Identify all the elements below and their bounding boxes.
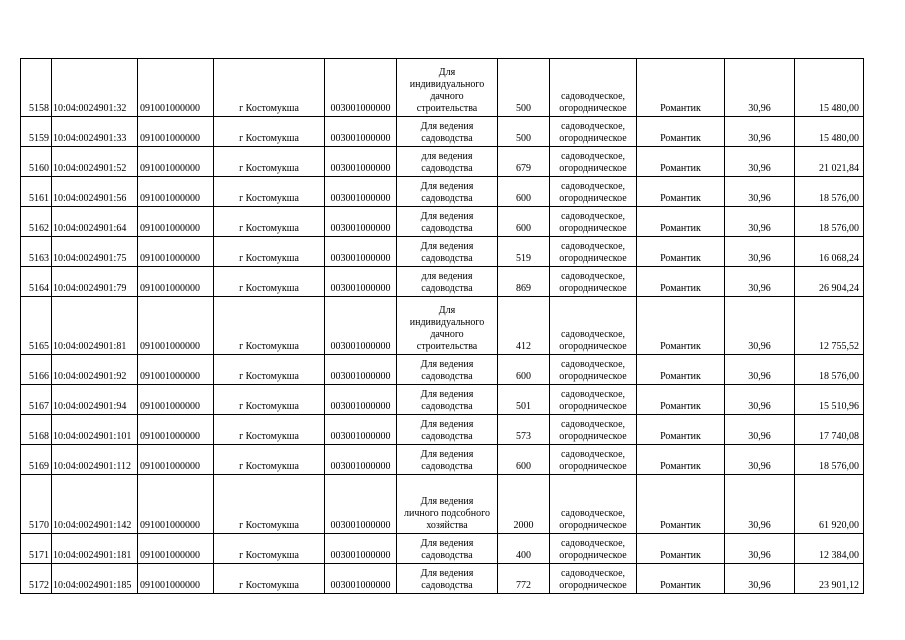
area-cell: 519 <box>498 237 550 267</box>
land-category-line: огородническое <box>559 580 627 591</box>
land-category-line: садоводческое, <box>560 121 626 132</box>
row-number-cell: 5168 <box>21 415 52 445</box>
permitted-use-line: садоводства <box>421 550 473 561</box>
land-category-line: огородническое <box>559 103 627 114</box>
row-number-cell: 5167 <box>21 385 52 415</box>
table-body <box>21 59 864 594</box>
settlement-cell: г Костомукша <box>214 177 325 207</box>
permitted-use-line: садоводства <box>421 223 473 234</box>
okato-code-cell: 091001000000 <box>138 117 214 147</box>
okato-code-cell: 091001000000 <box>138 297 214 355</box>
land-category-line: садоводческое, <box>560 271 626 282</box>
permitted-use-line: садоводства <box>421 580 473 591</box>
land-category-line: садоводческое, <box>560 508 626 519</box>
table-row <box>21 475 864 534</box>
specific-cost-cell: 30,96 <box>725 445 795 475</box>
permitted-use-cell <box>397 207 498 237</box>
cadastral-number-cell: 10:04:0024901:75 <box>52 237 138 267</box>
cadastral-number-cell: 10:04:0024901:92 <box>52 355 138 385</box>
cadastral-cost-cell: 16 068,24 <box>795 237 864 267</box>
association-name-cell: Романтик <box>637 355 725 385</box>
cadastral-number-cell: 10:04:0024901:64 <box>52 207 138 237</box>
cadastral-cost-cell: 26 904,24 <box>795 267 864 297</box>
okato-code-cell: 091001000000 <box>138 147 214 177</box>
settlement-cell: г Костомукша <box>214 267 325 297</box>
cadastral-number-cell: 10:04:0024901:33 <box>52 117 138 147</box>
specific-cost-cell: 30,96 <box>725 415 795 445</box>
area-cell: 412 <box>498 297 550 355</box>
cadastral-number-cell: 10:04:0024901:181 <box>52 534 138 564</box>
land-category-cell <box>550 355 637 385</box>
oktmo-code-cell: 003001000000 <box>325 445 397 475</box>
cadastral-number-cell: 10:04:0024901:142 <box>52 475 138 534</box>
oktmo-code-cell: 003001000000 <box>325 415 397 445</box>
permitted-use-line: садоводства <box>421 401 473 412</box>
land-category-line: огородническое <box>559 520 627 531</box>
land-category-cell <box>550 385 637 415</box>
permitted-use-line: индивидуального <box>409 317 485 328</box>
table-row <box>21 237 864 267</box>
permitted-use-line: Для ведения <box>420 121 474 132</box>
permitted-use-line: садоводства <box>421 193 473 204</box>
row-number-cell: 5163 <box>21 237 52 267</box>
table-row <box>21 297 864 355</box>
land-category-line: огородническое <box>559 550 627 561</box>
land-plots-table <box>20 58 864 594</box>
row-number-cell: 5162 <box>21 207 52 237</box>
cadastral-cost-cell: 15 480,00 <box>795 59 864 117</box>
oktmo-code-cell: 003001000000 <box>325 355 397 385</box>
cadastral-cost-cell: 18 576,00 <box>795 355 864 385</box>
permitted-use-cell <box>397 267 498 297</box>
specific-cost-cell: 30,96 <box>725 237 795 267</box>
permitted-use-line: Для ведения <box>420 419 474 430</box>
permitted-use-cell <box>397 355 498 385</box>
permitted-use-cell <box>397 59 498 117</box>
table-row <box>21 415 864 445</box>
land-category-cell <box>550 117 637 147</box>
permitted-use-line: Для ведения <box>420 181 474 192</box>
land-category-cell <box>550 445 637 475</box>
cadastral-cost-cell: 17 740,08 <box>795 415 864 445</box>
association-name-cell: Романтик <box>637 415 725 445</box>
association-name-cell: Романтик <box>637 267 725 297</box>
specific-cost-cell: 30,96 <box>725 147 795 177</box>
area-cell: 501 <box>498 385 550 415</box>
settlement-cell: г Костомукша <box>214 445 325 475</box>
specific-cost-cell: 30,96 <box>725 564 795 594</box>
okato-code-cell: 091001000000 <box>138 177 214 207</box>
permitted-use-line: Для ведения <box>420 359 474 370</box>
settlement-cell: г Костомукша <box>214 207 325 237</box>
okato-code-cell: 091001000000 <box>138 355 214 385</box>
oktmo-code-cell: 003001000000 <box>325 385 397 415</box>
area-cell: 573 <box>498 415 550 445</box>
land-category-line: садоводческое, <box>560 419 626 430</box>
row-number-cell: 5165 <box>21 297 52 355</box>
land-category-cell <box>550 207 637 237</box>
oktmo-code-cell: 003001000000 <box>325 564 397 594</box>
area-cell: 679 <box>498 147 550 177</box>
land-category-line: садоводческое, <box>560 151 626 162</box>
permitted-use-line: Для ведения <box>420 568 474 579</box>
row-number-cell: 5159 <box>21 117 52 147</box>
area-cell: 2000 <box>498 475 550 534</box>
area-cell: 600 <box>498 355 550 385</box>
permitted-use-line: Для <box>438 305 456 316</box>
okato-code-cell: 091001000000 <box>138 564 214 594</box>
row-number-cell: 5166 <box>21 355 52 385</box>
cadastral-number-cell: 10:04:0024901:185 <box>52 564 138 594</box>
land-category-cell <box>550 415 637 445</box>
land-category-line: огородническое <box>559 283 627 294</box>
permitted-use-cell <box>397 534 498 564</box>
cadastral-number-cell: 10:04:0024901:94 <box>52 385 138 415</box>
specific-cost-cell: 30,96 <box>725 177 795 207</box>
cadastral-cost-cell: 15 510,96 <box>795 385 864 415</box>
table-row <box>21 534 864 564</box>
association-name-cell: Романтик <box>637 237 725 267</box>
oktmo-code-cell: 003001000000 <box>325 475 397 534</box>
permitted-use-cell <box>397 564 498 594</box>
land-category-cell <box>550 147 637 177</box>
land-category-line: огородническое <box>559 371 627 382</box>
settlement-cell: г Костомукша <box>214 415 325 445</box>
settlement-cell: г Костомукша <box>214 475 325 534</box>
cadastral-number-cell: 10:04:0024901:101 <box>52 415 138 445</box>
land-category-cell <box>550 237 637 267</box>
area-cell: 500 <box>498 59 550 117</box>
permitted-use-cell <box>397 385 498 415</box>
land-category-line: огородническое <box>559 223 627 234</box>
table-row <box>21 445 864 475</box>
land-category-line: огородническое <box>559 341 627 352</box>
row-number-cell: 5161 <box>21 177 52 207</box>
table-row <box>21 59 864 117</box>
land-category-line: огородническое <box>559 253 627 264</box>
permitted-use-cell <box>397 147 498 177</box>
table-row <box>21 177 864 207</box>
land-category-line: садоводческое, <box>560 91 626 102</box>
okato-code-cell: 091001000000 <box>138 237 214 267</box>
permitted-use-cell <box>397 445 498 475</box>
cadastral-number-cell: 10:04:0024901:56 <box>52 177 138 207</box>
okato-code-cell: 091001000000 <box>138 207 214 237</box>
land-category-cell <box>550 475 637 534</box>
permitted-use-line: для ведения <box>421 151 473 162</box>
land-category-line: садоводческое, <box>560 211 626 222</box>
row-number-cell: 5160 <box>21 147 52 177</box>
land-category-cell <box>550 534 637 564</box>
cadastral-number-cell: 10:04:0024901:79 <box>52 267 138 297</box>
association-name-cell: Романтик <box>637 385 725 415</box>
area-cell: 772 <box>498 564 550 594</box>
permitted-use-line: садоводства <box>421 431 473 442</box>
permitted-use-line: садоводства <box>421 461 473 472</box>
association-name-cell: Романтик <box>637 147 725 177</box>
cadastral-number-cell: 10:04:0024901:52 <box>52 147 138 177</box>
settlement-cell: г Костомукша <box>214 385 325 415</box>
okato-code-cell: 091001000000 <box>138 475 214 534</box>
table-row <box>21 564 864 594</box>
land-category-line: огородническое <box>559 431 627 442</box>
association-name-cell: Романтик <box>637 177 725 207</box>
area-cell: 500 <box>498 117 550 147</box>
permitted-use-line: личного подсобного <box>404 508 490 519</box>
okato-code-cell: 091001000000 <box>138 59 214 117</box>
table-row <box>21 355 864 385</box>
specific-cost-cell: 30,96 <box>725 475 795 534</box>
settlement-cell: г Костомукша <box>214 59 325 117</box>
permitted-use-line: Для ведения <box>420 241 474 252</box>
cadastral-cost-cell: 18 576,00 <box>795 445 864 475</box>
association-name-cell: Романтик <box>637 445 725 475</box>
permitted-use-cell <box>397 475 498 534</box>
okato-code-cell: 091001000000 <box>138 267 214 297</box>
oktmo-code-cell: 003001000000 <box>325 237 397 267</box>
cadastral-number-cell: 10:04:0024901:81 <box>52 297 138 355</box>
settlement-cell: г Костомукша <box>214 117 325 147</box>
oktmo-code-cell: 003001000000 <box>325 297 397 355</box>
land-category-line: садоводческое, <box>560 329 626 340</box>
land-category-line: садоводческое, <box>560 359 626 370</box>
land-category-line: садоводческое, <box>560 389 626 400</box>
permitted-use-line: Для ведения <box>420 538 474 549</box>
row-number-cell: 5171 <box>21 534 52 564</box>
row-number-cell: 5158 <box>21 59 52 117</box>
specific-cost-cell: 30,96 <box>725 385 795 415</box>
association-name-cell: Романтик <box>637 297 725 355</box>
settlement-cell: г Костомукша <box>214 237 325 267</box>
specific-cost-cell: 30,96 <box>725 117 795 147</box>
oktmo-code-cell: 003001000000 <box>325 177 397 207</box>
land-category-cell <box>550 564 637 594</box>
permitted-use-line: индивидуального <box>409 79 485 90</box>
permitted-use-cell <box>397 237 498 267</box>
area-cell: 600 <box>498 207 550 237</box>
association-name-cell: Романтик <box>637 475 725 534</box>
cadastral-cost-cell: 21 021,84 <box>795 147 864 177</box>
permitted-use-line: садоводства <box>421 163 473 174</box>
row-number-cell: 5172 <box>21 564 52 594</box>
permitted-use-line: садоводства <box>421 283 473 294</box>
permitted-use-line: Для ведения <box>420 449 474 460</box>
specific-cost-cell: 30,96 <box>725 59 795 117</box>
okato-code-cell: 091001000000 <box>138 415 214 445</box>
specific-cost-cell: 30,96 <box>725 297 795 355</box>
okato-code-cell: 091001000000 <box>138 385 214 415</box>
oktmo-code-cell: 003001000000 <box>325 534 397 564</box>
permitted-use-cell <box>397 415 498 445</box>
area-cell: 400 <box>498 534 550 564</box>
association-name-cell: Романтик <box>637 59 725 117</box>
permitted-use-line: Для ведения <box>420 496 474 507</box>
table-row <box>21 117 864 147</box>
permitted-use-line: хозяйства <box>426 520 468 531</box>
land-category-line: огородническое <box>559 133 627 144</box>
table-row <box>21 147 864 177</box>
area-cell: 600 <box>498 445 550 475</box>
table-row <box>21 385 864 415</box>
land-category-line: садоводческое, <box>560 538 626 549</box>
cadastral-cost-cell: 18 576,00 <box>795 207 864 237</box>
permitted-use-line: для ведения <box>421 271 473 282</box>
settlement-cell: г Костомукша <box>214 147 325 177</box>
cadastral-cost-cell: 23 901,12 <box>795 564 864 594</box>
document-sheet <box>20 58 864 594</box>
specific-cost-cell: 30,96 <box>725 267 795 297</box>
area-cell: 600 <box>498 177 550 207</box>
land-category-line: огородническое <box>559 461 627 472</box>
settlement-cell: г Костомукша <box>214 564 325 594</box>
permitted-use-line: дачного <box>430 91 464 102</box>
specific-cost-cell: 30,96 <box>725 207 795 237</box>
okato-code-cell: 091001000000 <box>138 445 214 475</box>
cadastral-cost-cell: 15 480,00 <box>795 117 864 147</box>
settlement-cell: г Костомукша <box>214 297 325 355</box>
permitted-use-line: садоводства <box>421 253 473 264</box>
oktmo-code-cell: 003001000000 <box>325 147 397 177</box>
land-category-line: садоводческое, <box>560 181 626 192</box>
association-name-cell: Романтик <box>637 534 725 564</box>
table-row <box>21 267 864 297</box>
row-number-cell: 5164 <box>21 267 52 297</box>
land-category-line: огородническое <box>559 401 627 412</box>
land-category-line: садоводческое, <box>560 568 626 579</box>
oktmo-code-cell: 003001000000 <box>325 117 397 147</box>
specific-cost-cell: 30,96 <box>725 534 795 564</box>
land-category-cell <box>550 297 637 355</box>
table-row <box>21 207 864 237</box>
land-category-line: огородническое <box>559 193 627 204</box>
oktmo-code-cell: 003001000000 <box>325 267 397 297</box>
area-cell: 869 <box>498 267 550 297</box>
association-name-cell: Романтик <box>637 207 725 237</box>
permitted-use-cell <box>397 177 498 207</box>
permitted-use-line: строительства <box>416 341 478 352</box>
cadastral-cost-cell: 61 920,00 <box>795 475 864 534</box>
association-name-cell: Романтик <box>637 564 725 594</box>
permitted-use-cell <box>397 297 498 355</box>
oktmo-code-cell: 003001000000 <box>325 207 397 237</box>
permitted-use-line: Для ведения <box>420 389 474 400</box>
land-category-line: садоводческое, <box>560 449 626 460</box>
association-name-cell: Романтик <box>637 117 725 147</box>
permitted-use-line: садоводства <box>421 371 473 382</box>
row-number-cell: 5169 <box>21 445 52 475</box>
cadastral-number-cell: 10:04:0024901:32 <box>52 59 138 117</box>
cadastral-number-cell: 10:04:0024901:112 <box>52 445 138 475</box>
cadastral-cost-cell: 12 384,00 <box>795 534 864 564</box>
settlement-cell: г Костомукша <box>214 355 325 385</box>
land-category-line: огородническое <box>559 163 627 174</box>
land-category-cell <box>550 267 637 297</box>
cadastral-cost-cell: 12 755,52 <box>795 297 864 355</box>
okato-code-cell: 091001000000 <box>138 534 214 564</box>
permitted-use-line: дачного <box>430 329 464 340</box>
specific-cost-cell: 30,96 <box>725 355 795 385</box>
permitted-use-line: строительства <box>416 103 478 114</box>
permitted-use-line: Для <box>438 67 456 78</box>
oktmo-code-cell: 003001000000 <box>325 59 397 117</box>
land-category-cell <box>550 177 637 207</box>
permitted-use-line: садоводства <box>421 133 473 144</box>
row-number-cell: 5170 <box>21 475 52 534</box>
cadastral-cost-cell: 18 576,00 <box>795 177 864 207</box>
permitted-use-cell <box>397 117 498 147</box>
permitted-use-line: Для ведения <box>420 211 474 222</box>
settlement-cell: г Костомукша <box>214 534 325 564</box>
land-category-cell <box>550 59 637 117</box>
land-category-line: садоводческое, <box>560 241 626 252</box>
